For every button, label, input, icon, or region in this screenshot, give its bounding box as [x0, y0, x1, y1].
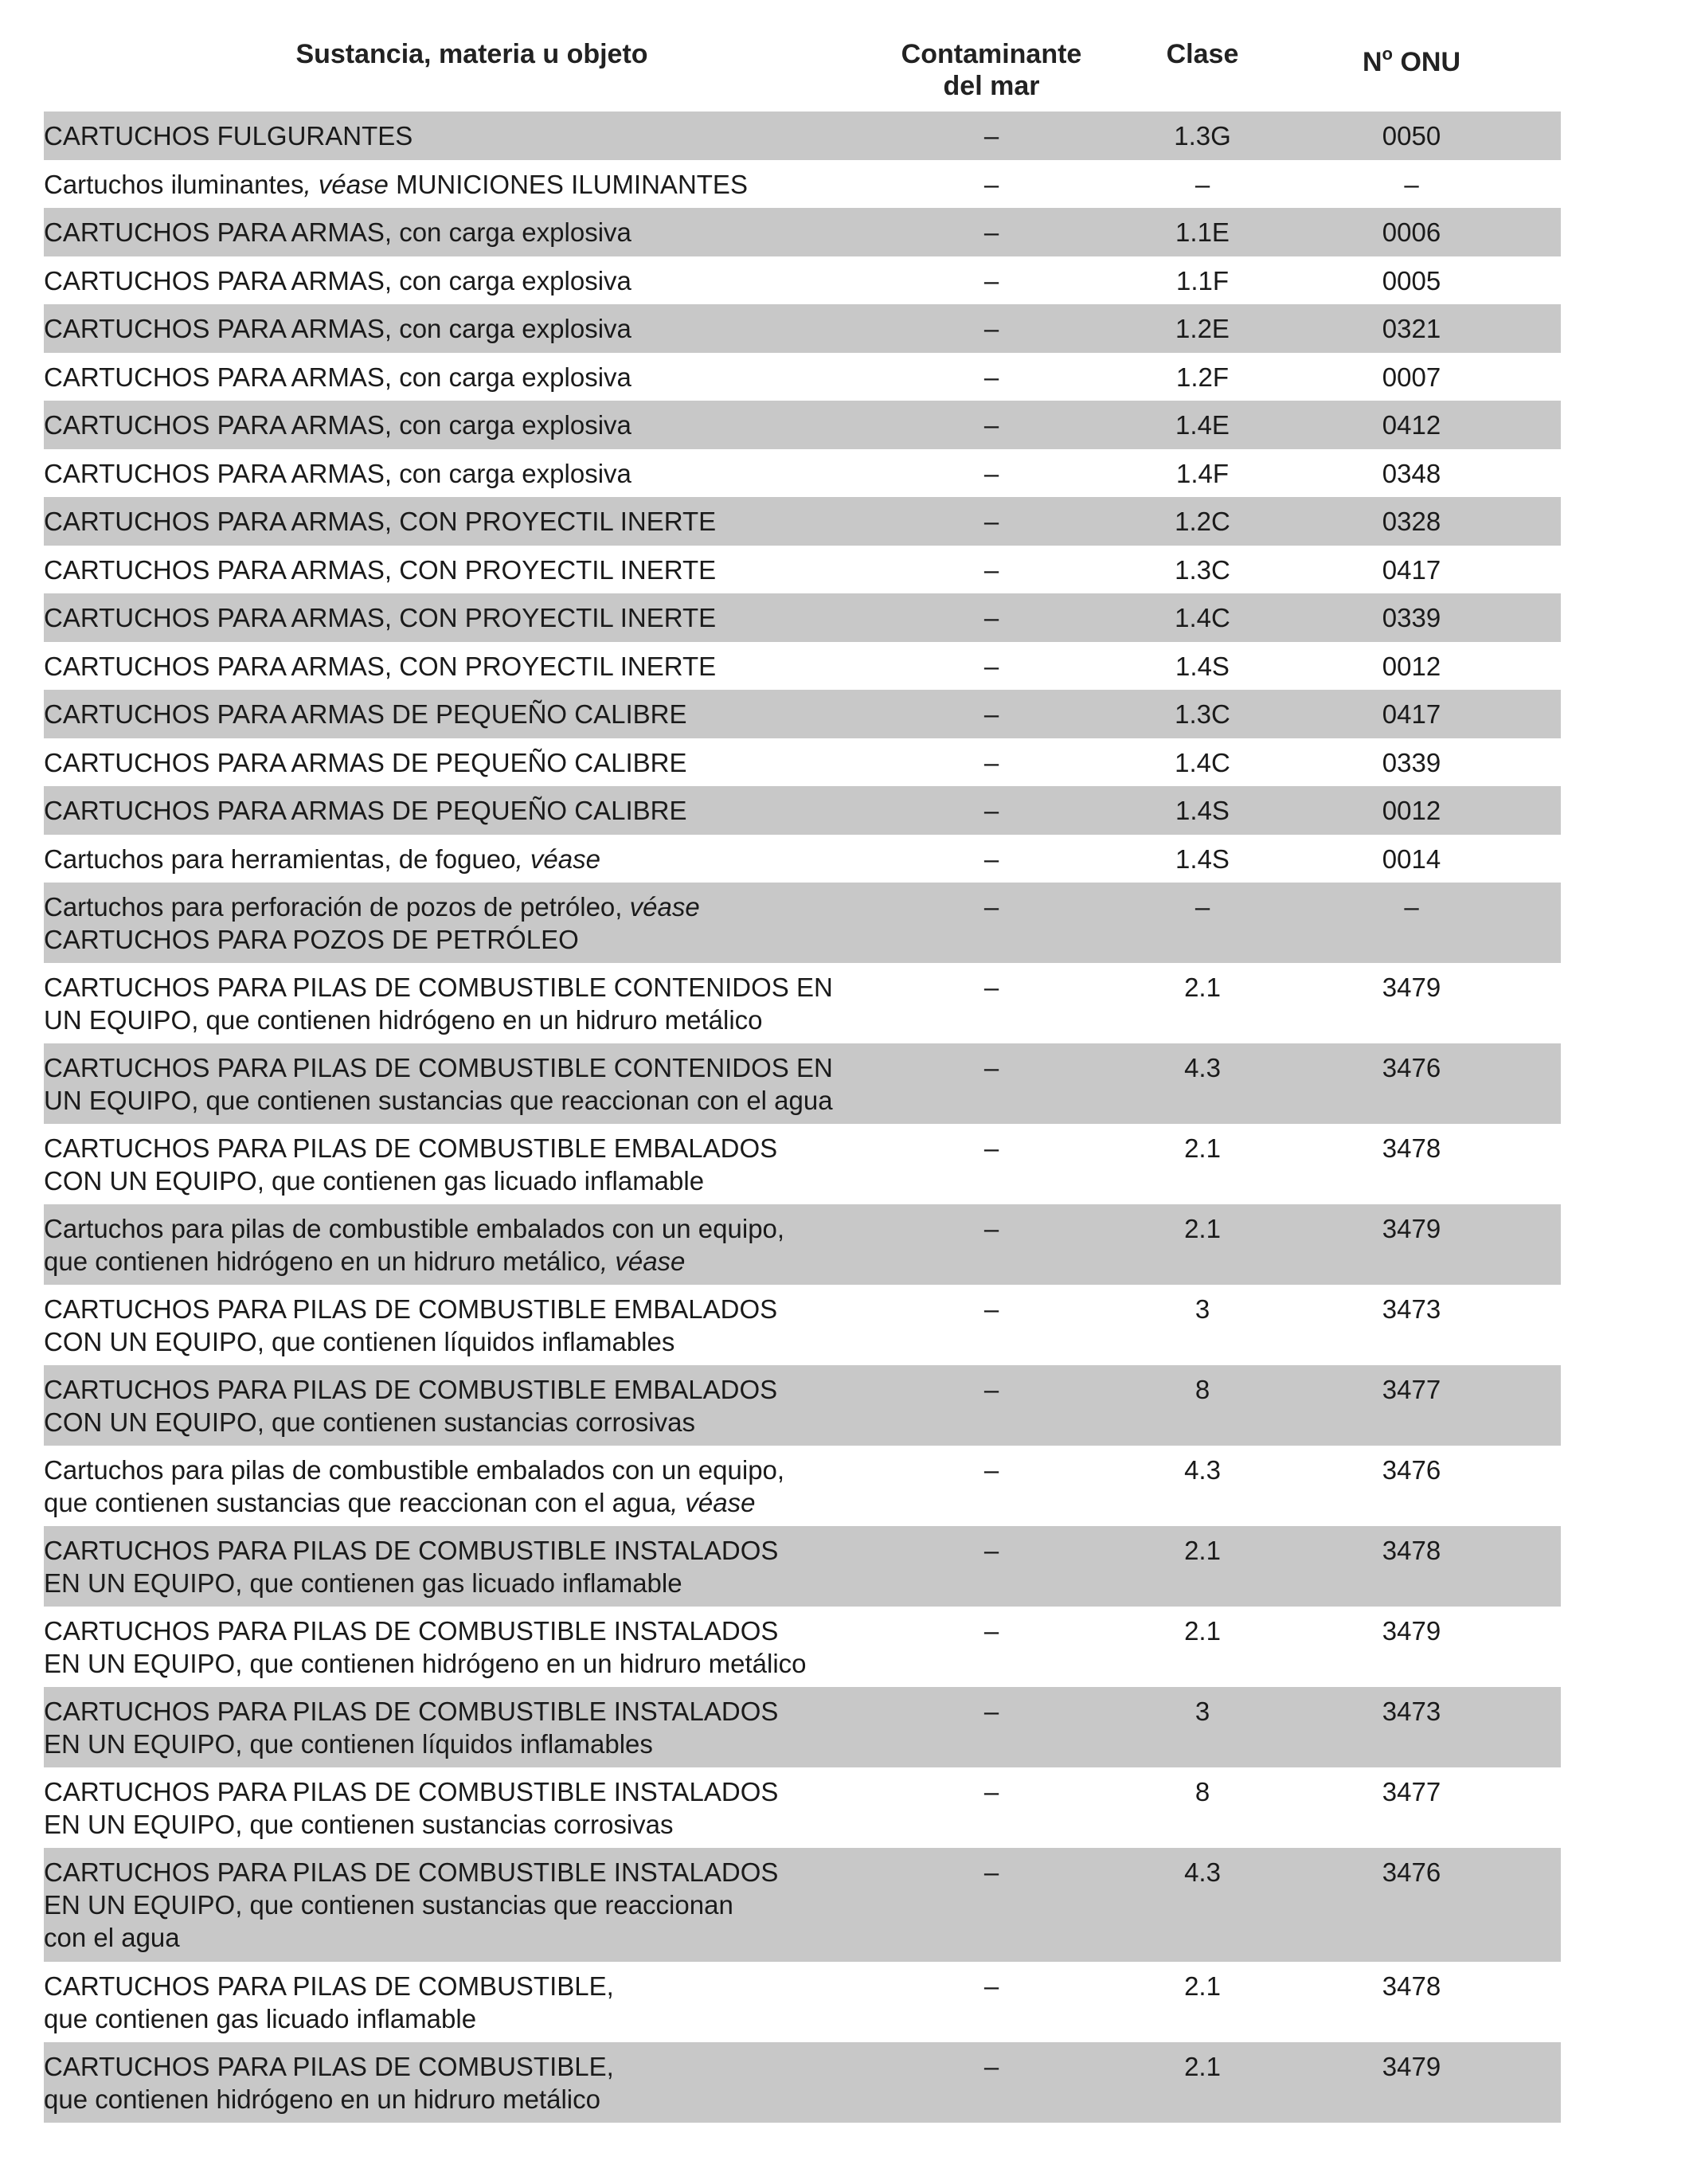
- class-cell: 2.1: [1184, 1616, 1221, 1646]
- substance-cell: [44, 1051, 900, 1117]
- substance-cell: [44, 1970, 900, 2035]
- substance-text: CARTUCHOS PARA PILAS DE COMBUSTIBLE, que contienen gas licuado inflamable: [44, 1971, 614, 2033]
- substance-cell: [44, 1695, 900, 1760]
- substance-cell: [44, 1534, 900, 1599]
- un-number-cell: 0417: [1382, 699, 1441, 729]
- marine-pollutant-cell: –: [983, 554, 999, 585]
- header-un-suffix: ONU: [1393, 47, 1460, 77]
- class-cell: 2.1: [1184, 1536, 1221, 1565]
- header-class: Clase: [1166, 39, 1239, 69]
- substance-cell: [44, 409, 900, 441]
- class-cell: 2.1: [1184, 1214, 1221, 1243]
- class-cell: 1.4C: [1175, 747, 1230, 777]
- table-row: [44, 112, 1561, 160]
- table-row: [44, 883, 1561, 963]
- table-row: [44, 786, 1561, 835]
- class-cell: 1.1F: [1175, 265, 1230, 296]
- table-row: [44, 738, 1561, 787]
- substance-cell: [44, 1212, 900, 1278]
- substance-cell: [44, 601, 900, 634]
- class-cell: 1.4S: [1175, 796, 1230, 825]
- substance-text: CARTUCHOS PARA PILAS DE COMBUSTIBLE INSTALADOS EN UN EQUIPO, que contienen sustancias que reaccionan con el agua: [44, 1857, 779, 1952]
- marine-pollutant-cell: –: [983, 1616, 999, 1646]
- marine-pollutant-cell: –: [983, 1133, 999, 1163]
- substance-cell: [44, 554, 900, 586]
- un-number-cell: 0412: [1382, 410, 1441, 440]
- marine-pollutant-cell: –: [983, 2052, 999, 2081]
- header-un-sup: o: [1382, 44, 1393, 64]
- header-un-prefix: N: [1362, 47, 1382, 77]
- class-cell: 1.4E: [1175, 410, 1230, 440]
- substance-text: CARTUCHOS PARA ARMAS, CON PROYECTIL INERTE: [44, 603, 717, 632]
- marine-pollutant-cell: –: [983, 121, 999, 151]
- marine-pollutant-cell: –: [983, 699, 999, 729]
- marine-pollutant-cell: –: [983, 796, 999, 825]
- header-substance: Sustancia, materia u objeto: [295, 39, 648, 69]
- marine-pollutant-cell: –: [983, 1777, 999, 1806]
- marine-pollutant-cell: –: [983, 747, 999, 777]
- class-cell: 2.1: [1184, 1971, 1221, 2001]
- substance-cell: [44, 746, 900, 779]
- table-row: [44, 208, 1561, 256]
- substance-cell: [44, 1132, 900, 1197]
- marine-pollutant-cell: –: [983, 1294, 999, 1324]
- un-number-cell: 0339: [1382, 747, 1441, 777]
- marine-pollutant-cell: –: [983, 651, 999, 681]
- substance-cell: [44, 794, 900, 827]
- substance-after-text: CARTUCHOS PARA POZOS DE PETRÓLEO: [44, 925, 579, 954]
- substance-text: Cartuchos para herramientas, de fogueo: [44, 843, 516, 874]
- marine-pollutant-cell: –: [983, 603, 999, 632]
- dangerous-goods-table: [44, 32, 1561, 2123]
- class-cell: 4.3: [1184, 1053, 1221, 1082]
- table-row: [44, 546, 1561, 594]
- un-number-cell: 0050: [1382, 121, 1441, 151]
- substance-text: CARTUCHOS PARA ARMAS, con carga explosiva: [44, 314, 631, 343]
- substance-text: Cartuchos para perforación de pozos de petróleo,: [44, 892, 630, 922]
- substance-cell: [44, 650, 900, 683]
- un-number-cell: 0339: [1382, 603, 1441, 632]
- un-number-cell: 0328: [1382, 507, 1441, 536]
- substance-text: CARTUCHOS PARA PILAS DE COMBUSTIBLE, que contienen hidrógeno en un hidruro metálico: [44, 2052, 614, 2114]
- class-cell: 8: [1194, 1375, 1210, 1404]
- table-row: [44, 256, 1561, 305]
- class-cell: 2.1: [1184, 973, 1221, 1002]
- marine-pollutant-cell: –: [983, 843, 999, 874]
- substance-cell: [44, 457, 900, 490]
- marine-pollutant-cell: –: [983, 1375, 999, 1404]
- un-number-cell: 3479: [1382, 2052, 1441, 2081]
- un-number-cell: 3479: [1382, 973, 1441, 1002]
- class-cell: 1.2E: [1175, 314, 1230, 343]
- header-un-number: [1322, 32, 1501, 78]
- marine-pollutant-cell: –: [983, 169, 999, 199]
- substance-text: CARTUCHOS PARA ARMAS, con carga explosiva: [44, 217, 631, 247]
- class-cell: 2.1: [1184, 2052, 1221, 2081]
- table-row: [44, 642, 1561, 691]
- substance-cell: [44, 1373, 900, 1438]
- header-marine-pollutant: Contaminante del mar: [901, 39, 1082, 101]
- table-body: [44, 112, 1561, 2123]
- un-number-cell: 3478: [1382, 1536, 1441, 1565]
- class-cell: 1.4C: [1175, 603, 1230, 632]
- class-cell: 1.3C: [1175, 554, 1230, 585]
- table-header: [44, 32, 1561, 112]
- un-number-cell: 3476: [1382, 1053, 1441, 1082]
- un-number-cell: 0007: [1382, 362, 1441, 392]
- substance-text: CARTUCHOS PARA PILAS DE COMBUSTIBLE INSTALADOS EN UN EQUIPO, que contienen líquidos inflamables: [44, 1697, 779, 1759]
- substance-italic-text: , véase: [515, 843, 600, 874]
- class-cell: 2.1: [1184, 1133, 1221, 1163]
- table-row: [44, 1848, 1561, 1962]
- un-number-cell: 0005: [1382, 265, 1441, 296]
- class-cell: 1.1E: [1175, 217, 1230, 247]
- substance-cell: [44, 2050, 900, 2116]
- substance-text: CARTUCHOS PARA ARMAS, con carga explosiva: [44, 362, 631, 392]
- table-row: [44, 1285, 1561, 1365]
- class-cell: 1.2C: [1175, 507, 1230, 536]
- class-cell: 1.4S: [1175, 843, 1230, 874]
- un-number-cell: 3478: [1382, 1971, 1441, 2001]
- marine-pollutant-cell: –: [983, 1857, 999, 1887]
- substance-cell: [44, 361, 900, 393]
- class-cell: 1.3C: [1175, 699, 1230, 729]
- substance-cell: [44, 119, 900, 152]
- substance-text: CARTUCHOS PARA ARMAS DE PEQUEÑO CALIBRE: [44, 699, 687, 729]
- substance-cell: [44, 1615, 900, 1680]
- substance-text: CARTUCHOS PARA PILAS DE COMBUSTIBLE EMBALADOS CON UN EQUIPO, que contienen líquidos inflamables: [44, 1294, 778, 1356]
- marine-pollutant-cell: –: [983, 892, 999, 922]
- marine-pollutant-cell: –: [983, 1971, 999, 2001]
- substance-text: CARTUCHOS PARA PILAS DE COMBUSTIBLE CONTENIDOS EN UN EQUIPO, que contienen sustancias que reaccionan con el agua: [44, 1053, 833, 1115]
- substance-italic-text: , véase: [303, 169, 389, 199]
- substance-italic-text: , véase: [600, 1247, 686, 1276]
- substance-cell: [44, 312, 900, 345]
- table-row: [44, 593, 1561, 642]
- un-number-cell: 3477: [1382, 1777, 1441, 1806]
- substance-text: CARTUCHOS PARA ARMAS, CON PROYECTIL INERTE: [44, 507, 717, 536]
- un-number-cell: 3479: [1382, 1616, 1441, 1646]
- table-row: [44, 2042, 1561, 2123]
- substance-text: CARTUCHOS PARA ARMAS, con carga explosiva: [44, 458, 631, 488]
- class-cell: 1.3G: [1174, 121, 1231, 151]
- substance-text: Cartuchos para pilas de combustible embalados con un equipo, que contienen sustancias que reaccionan con el agua: [44, 1455, 785, 1517]
- un-number-cell: 0012: [1382, 651, 1441, 681]
- un-number-cell: 3479: [1382, 1214, 1441, 1243]
- class-cell: 4.3: [1184, 1455, 1221, 1485]
- substance-cell: [44, 505, 900, 538]
- marine-pollutant-cell: –: [983, 217, 999, 247]
- un-number-cell: –: [1404, 169, 1419, 199]
- marine-pollutant-cell: –: [983, 507, 999, 536]
- substance-text: CARTUCHOS PARA PILAS DE COMBUSTIBLE INSTALADOS EN UN EQUIPO, que contienen hidrógeno en un hidruro metálico: [44, 1616, 807, 1678]
- table-row: [44, 449, 1561, 498]
- substance-text: CARTUCHOS PARA ARMAS, con carga explosiva: [44, 265, 631, 296]
- substance-cell: [44, 1293, 900, 1358]
- table-row: [44, 304, 1561, 353]
- un-number-cell: 0348: [1382, 458, 1441, 488]
- marine-pollutant-cell: –: [983, 1214, 999, 1243]
- un-number-cell: 0006: [1382, 217, 1441, 247]
- table-row: [44, 1526, 1561, 1607]
- table-row: [44, 1204, 1561, 1285]
- substance-cell: [44, 1454, 900, 1519]
- class-cell: 1.2F: [1175, 362, 1230, 392]
- substance-cell: [44, 971, 900, 1036]
- class-cell: 3: [1194, 1294, 1210, 1324]
- substance-text: CARTUCHOS PARA ARMAS DE PEQUEÑO CALIBRE: [44, 796, 687, 825]
- marine-pollutant-cell: –: [983, 362, 999, 392]
- un-number-cell: 0417: [1382, 554, 1441, 585]
- table-row: [44, 1124, 1561, 1204]
- substance-cell: [44, 168, 900, 201]
- substance-cell: [44, 216, 900, 249]
- table-row: [44, 690, 1561, 738]
- table-row: [44, 353, 1561, 401]
- un-number-cell: 3478: [1382, 1133, 1441, 1163]
- class-cell: 1.4F: [1175, 458, 1230, 488]
- marine-pollutant-cell: –: [983, 410, 999, 440]
- substance-cell: [44, 264, 900, 297]
- substance-text: CARTUCHOS FULGURANTES: [44, 121, 413, 151]
- table-row: [44, 401, 1561, 449]
- table-row: [44, 160, 1561, 209]
- substance-text: CARTUCHOS PARA ARMAS DE PEQUEÑO CALIBRE: [44, 747, 687, 777]
- class-cell: 4.3: [1184, 1857, 1221, 1887]
- marine-pollutant-cell: –: [983, 265, 999, 296]
- marine-pollutant-cell: –: [983, 1697, 999, 1726]
- substance-cell: [44, 1775, 900, 1841]
- marine-pollutant-cell: –: [983, 1455, 999, 1485]
- substance-italic-text: véase: [629, 892, 700, 922]
- marine-pollutant-cell: –: [983, 1536, 999, 1565]
- un-number-cell: 3473: [1382, 1697, 1441, 1726]
- substance-text: CARTUCHOS PARA ARMAS, CON PROYECTIL INERTE: [44, 554, 717, 585]
- substance-text: CARTUCHOS PARA PILAS DE COMBUSTIBLE INSTALADOS EN UN EQUIPO, que contienen gas licuado inflamable: [44, 1536, 779, 1598]
- class-cell: –: [1194, 169, 1210, 199]
- substance-after-text: MUNICIONES ILUMINANTES: [388, 169, 748, 199]
- table-row: [44, 1687, 1561, 1767]
- table-row: [44, 1962, 1561, 2042]
- class-cell: 8: [1194, 1777, 1210, 1806]
- table-row: [44, 1607, 1561, 1687]
- table-row: [44, 963, 1561, 1043]
- marine-pollutant-cell: –: [983, 1053, 999, 1082]
- table-row: [44, 1365, 1561, 1446]
- substance-text: Cartuchos iluminantes: [44, 169, 304, 199]
- substance-text: Cartuchos para pilas de combustible embalados con un equipo, que contienen hidrógeno en un hidruro metálico: [44, 1214, 785, 1276]
- table-row: [44, 1767, 1561, 1848]
- marine-pollutant-cell: –: [983, 973, 999, 1002]
- class-cell: 1.4S: [1175, 651, 1230, 681]
- un-number-cell: 0014: [1382, 843, 1441, 874]
- substance-cell: [44, 890, 900, 956]
- table-row: [44, 835, 1561, 883]
- un-number-cell: –: [1404, 892, 1419, 922]
- marine-pollutant-cell: –: [983, 458, 999, 488]
- table-row: [44, 1446, 1561, 1526]
- substance-text: CARTUCHOS PARA ARMAS, con carga explosiva: [44, 410, 631, 440]
- un-number-cell: 3473: [1382, 1294, 1441, 1324]
- table-row: [44, 497, 1561, 546]
- class-cell: 3: [1194, 1697, 1210, 1726]
- substance-text: CARTUCHOS PARA PILAS DE COMBUSTIBLE EMBALADOS CON UN EQUIPO, que contienen gas licuado inflamable: [44, 1133, 778, 1196]
- un-number-cell: 3476: [1382, 1857, 1441, 1887]
- substance-italic-text: , véase: [671, 1488, 756, 1517]
- un-number-cell: 3476: [1382, 1455, 1441, 1485]
- marine-pollutant-cell: –: [983, 314, 999, 343]
- substance-cell: [44, 843, 900, 875]
- substance-cell: [44, 698, 900, 730]
- un-number-cell: 3477: [1382, 1375, 1441, 1404]
- substance-cell: [44, 1856, 900, 1954]
- un-number-cell: 0012: [1382, 796, 1441, 825]
- substance-text: CARTUCHOS PARA PILAS DE COMBUSTIBLE INSTALADOS EN UN EQUIPO, que contienen sustancias corrosivas: [44, 1777, 779, 1839]
- table-row: [44, 1043, 1561, 1124]
- substance-text: CARTUCHOS PARA PILAS DE COMBUSTIBLE EMBALADOS CON UN EQUIPO, que contienen sustancias corrosivas: [44, 1375, 778, 1437]
- un-number-cell: 0321: [1382, 314, 1441, 343]
- substance-text: CARTUCHOS PARA ARMAS, CON PROYECTIL INERTE: [44, 651, 717, 681]
- substance-text: CARTUCHOS PARA PILAS DE COMBUSTIBLE CONTENIDOS EN UN EQUIPO, que contienen hidrógeno en un hidruro metálico: [44, 973, 833, 1035]
- class-cell: –: [1194, 892, 1210, 922]
